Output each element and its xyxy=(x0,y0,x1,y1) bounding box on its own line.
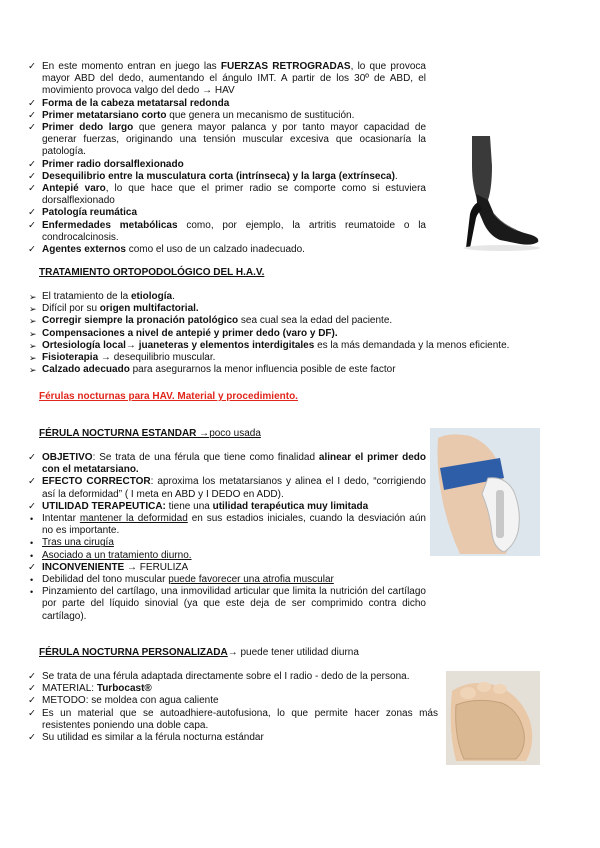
list-item xyxy=(26,315,576,327)
item-text: que genera un mecanismo de sustitución. xyxy=(166,109,355,121)
list-item xyxy=(26,708,438,732)
check-icon: ✓ xyxy=(28,158,36,170)
list-item xyxy=(26,683,438,695)
list-item xyxy=(26,501,426,513)
item-text: , lo que hace que el primer radio se comporte como si estuviera dorsalflexionado xyxy=(42,183,426,207)
item-text: mantener la deformidad xyxy=(79,513,188,525)
item-text: para asegurarnos la menor influencia posible de este factor xyxy=(129,364,396,376)
list-item xyxy=(26,303,576,315)
arrow-bullet-icon: ➢ xyxy=(29,304,37,315)
list-item xyxy=(26,695,438,707)
ferula-personalizada-heading-rest: → puede tener utilidad diurna xyxy=(227,647,359,658)
list-item xyxy=(26,98,426,110)
item-text: Turbocast® xyxy=(96,683,152,695)
item-text: . xyxy=(394,170,398,182)
item-text: Debilidad del tono muscular xyxy=(42,574,169,586)
item-text: INCONVENIENTE xyxy=(42,561,125,573)
item-text: puede favorecer una atrofia muscular xyxy=(168,574,334,586)
check-icon: ✓ xyxy=(28,219,36,231)
tratamiento-heading: TRATAMIENTO ORTOPODOLÓGICO DEL H.A.V. xyxy=(39,267,265,278)
check-icon: ✓ xyxy=(28,109,36,121)
item-text: como el uso de un calzado inadecuado. xyxy=(125,244,305,256)
item-text: Agentes externos xyxy=(42,244,126,256)
high-heel-photo xyxy=(432,136,544,256)
list-item xyxy=(26,452,426,476)
list-item xyxy=(26,244,426,256)
item-text: Asociado a un tratamiento diurno. xyxy=(42,549,192,561)
check-icon: ✓ xyxy=(28,695,36,707)
item-text: Es un material que se autoadhiere-autofusiona, lo que permite hacer zonas más resistentes poniendo una doble capa. xyxy=(42,707,438,731)
arrow-bullet-icon: ➢ xyxy=(29,292,37,302)
turbocast-splint-photo xyxy=(446,671,540,765)
bullet-icon: • xyxy=(30,575,34,586)
item-text: Corregir siempre la pronación patológico xyxy=(42,315,239,327)
check-icon: ✓ xyxy=(28,683,36,695)
item-text: sea cual sea la edad del paciente. xyxy=(238,315,393,327)
list-item xyxy=(26,364,576,376)
check-icon: ✓ xyxy=(28,732,36,744)
ferula-estandar-heading xyxy=(39,428,261,440)
list-item xyxy=(26,171,426,183)
item-text: → FERULIZA xyxy=(124,561,189,573)
list-item xyxy=(26,537,426,549)
list-item xyxy=(26,291,576,303)
item-text: tiene una xyxy=(165,500,213,512)
item-text: alinear el primer dedo con el metatarsiano. xyxy=(42,452,426,476)
item-text: Forma de la cabeza metatarsal redonda xyxy=(42,97,230,109)
arrow-bullet-icon: ➢ xyxy=(29,365,37,376)
ferula-personalizada-list xyxy=(26,671,438,744)
arrow-bullet-icon: ➢ xyxy=(29,316,37,327)
arrow-bullet-icon: ➢ xyxy=(29,353,37,364)
item-text: Intentar xyxy=(42,513,80,525)
list-item xyxy=(26,122,426,159)
check-icon: ✓ xyxy=(28,61,36,72)
list-item xyxy=(26,550,426,562)
ferula-personalizada-heading xyxy=(39,647,359,659)
item-text: UTILIDAD TERAPEUTICA: xyxy=(42,500,166,512)
list-item xyxy=(26,183,426,207)
item-text: Primer dedo largo xyxy=(42,122,134,134)
item-text: METODO: se moldea con agua caliente xyxy=(42,695,219,707)
item-text: Calzado adecuado xyxy=(42,364,130,376)
item-text: EFECTO CORRECTOR xyxy=(42,476,151,488)
list-item xyxy=(26,671,438,683)
check-icon: ✓ xyxy=(28,183,36,195)
item-text: Primer radio dorsalflexionado xyxy=(42,158,184,170)
list-item xyxy=(26,340,576,352)
ferula-estandar-heading-bold: FÉRULA NOCTURNA ESTANDAR → xyxy=(39,428,210,439)
list-item xyxy=(26,476,426,500)
item-text: que genera mayor palanca y por tanto mayor capacidad de generar fuerzas, originando una tensión muscular excesiva que ocasionaría la patología. xyxy=(42,122,427,158)
item-text: El tratamiento de la xyxy=(42,291,131,302)
item-text: Fisioterapia xyxy=(42,352,99,364)
item-text: , lo que provoca mayor ABD del dedo, aumentando el ángulo IMT. A partir de los 30º de ABD, el movimiento provoca valgo del dedo → HAV xyxy=(42,61,426,97)
check-icon: ✓ xyxy=(28,476,36,488)
list-item xyxy=(26,328,576,340)
bullet-icon: • xyxy=(30,514,34,525)
list-item xyxy=(26,732,438,744)
item-text: Desequilibrio entre la musculatura corta (intrínseca) y la larga (extrínseca) xyxy=(42,170,395,182)
list-item xyxy=(26,61,426,98)
item-text: Enfermedades metabólicas xyxy=(42,219,178,231)
item-text: en sus estadios iniciales, cuando la desviación aún no es importante. xyxy=(42,513,426,537)
check-icon: ✓ xyxy=(28,122,36,134)
check-icon: ✓ xyxy=(28,707,36,719)
list-item xyxy=(26,562,426,574)
bullet-icon: • xyxy=(30,538,34,549)
bullet-icon: • xyxy=(30,550,34,561)
item-text: MATERIAL: xyxy=(42,683,97,695)
list-item xyxy=(26,220,426,244)
item-text: Tras una cirugía xyxy=(42,537,114,549)
night-splint-photo xyxy=(430,428,540,556)
list-item xyxy=(26,159,426,171)
check-icon: ✓ xyxy=(28,452,36,463)
check-icon: ✓ xyxy=(28,244,36,256)
item-text: Compensaciones a nivel de antepié y primer dedo (varo y DF). xyxy=(42,327,338,339)
item-text: Su utilidad es similar a la férula nocturna estándar xyxy=(42,732,264,744)
check-icon: ✓ xyxy=(28,500,36,512)
ferula-estandar-heading-rest: poco usada xyxy=(209,428,261,439)
list-item xyxy=(26,207,426,219)
etiology-list xyxy=(26,61,426,256)
item-text: Pinzamiento del cartílago, una inmovilidad articular que limita la nutrición del cartílago por parte del líquido sinovial (ya que este deja de ser comprimido contra dicho cartílago). xyxy=(42,586,426,622)
tratamiento-list xyxy=(26,291,576,376)
item-text: FUERZAS RETROGRADAS xyxy=(220,61,351,72)
ferula-personalizada-heading-bold: FÉRULA NOCTURNA PERSONALIZADA xyxy=(39,647,228,658)
item-text: Difícil por su xyxy=(42,303,100,315)
item-text: origen multifactorial. xyxy=(99,303,199,315)
item-text: OBJETIVO xyxy=(42,452,93,463)
check-icon: ✓ xyxy=(28,207,36,219)
ferula-estandar-list xyxy=(26,452,426,623)
list-item xyxy=(26,513,426,537)
item-text: Ortesiología local→ juaneteras y elementos interdigitales xyxy=(42,339,315,351)
check-icon: ✓ xyxy=(28,561,36,573)
bullet-icon: • xyxy=(30,587,34,598)
item-text: Antepié varo xyxy=(42,183,106,195)
list-item xyxy=(26,586,426,623)
arrow-bullet-icon: ➢ xyxy=(29,328,37,339)
item-text: es la más demandada y la menos eficiente. xyxy=(314,339,510,351)
list-item xyxy=(26,574,426,586)
item-text: . xyxy=(172,291,175,302)
list-item xyxy=(26,352,576,364)
item-text: etiología xyxy=(130,291,173,302)
arrow-bullet-icon: ➢ xyxy=(29,340,37,351)
item-text: : aproxima los metatarsianos y alinea el I dedo, “corrigiendo así la deformidad” ( I meta en ABD y I DEDO en ADD). xyxy=(42,476,426,500)
check-icon: ✓ xyxy=(28,170,36,182)
item-text: Patología reumática xyxy=(42,207,138,219)
item-text: : Se trata de una férula que tiene como finalidad xyxy=(92,452,319,463)
ferulas-red-title: Férulas nocturnas para HAV. Material y procedimiento. xyxy=(39,391,298,402)
item-text: como, por ejemplo, la artritis reumatoide o la condrocalcinosis. xyxy=(42,219,426,243)
item-text: Primer metatarsiano corto xyxy=(42,109,167,121)
check-icon: ✓ xyxy=(28,97,36,109)
item-text: → desequilibrio muscular. xyxy=(98,352,216,364)
item-text: utilidad terapéutica muy limitada xyxy=(212,500,369,512)
check-icon: ✓ xyxy=(28,671,36,682)
item-text: Se trata de una férula adaptada directamente sobre el I radio - dedo de la persona. xyxy=(42,671,410,682)
item-text: En este momento entran en juego las xyxy=(42,61,221,72)
list-item xyxy=(26,110,426,122)
